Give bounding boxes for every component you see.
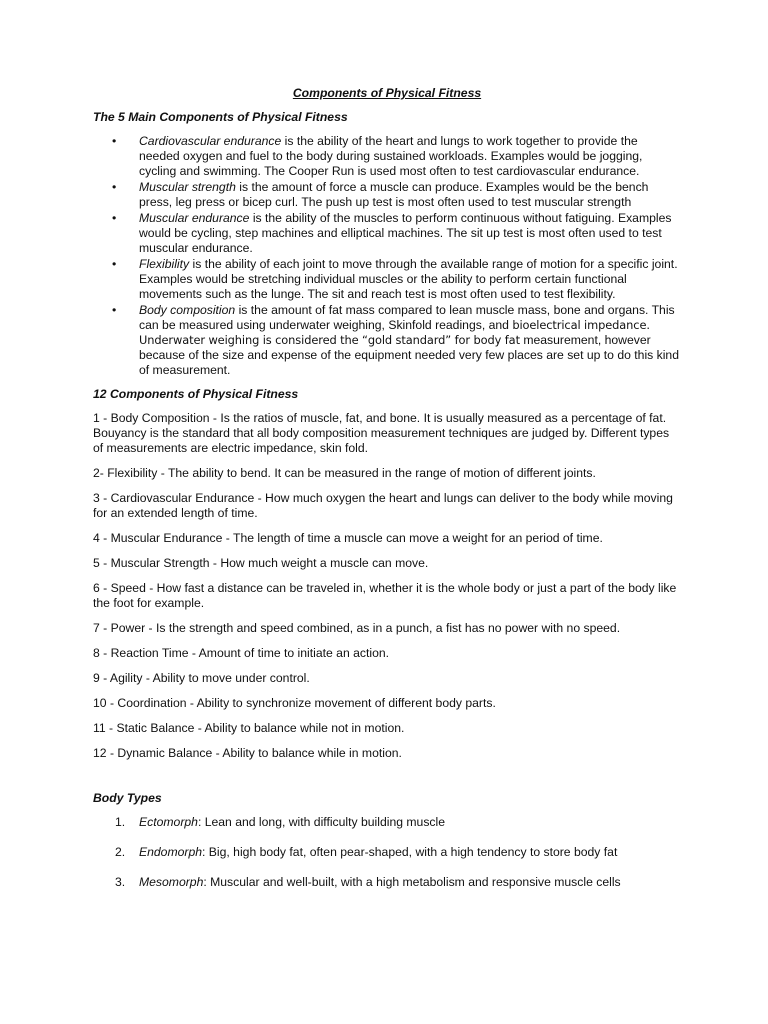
- term: Ectomorph: [139, 815, 198, 829]
- term: Muscular endurance: [139, 211, 250, 225]
- description: is the amount of fat mass compared to lean muscle mass, bone and organs. This can be measured using underwater weighing, Skinfold readings, and: [139, 303, 675, 332]
- twelve-components-list: [93, 411, 681, 761]
- bullet-icon: •: [112, 211, 117, 225]
- component-paragraph: 5 - Muscular Strength - How much weight a muscle can move.: [93, 556, 429, 570]
- document-page: [93, 86, 681, 905]
- term: Muscular strength: [139, 180, 236, 194]
- list-item: [93, 815, 681, 830]
- list-number: 3.: [115, 875, 126, 889]
- description: : Muscular and well-built, with a high metabolism and responsive muscle cells: [203, 875, 621, 889]
- term: Cardiovascular endurance: [139, 134, 282, 148]
- list-item: [93, 257, 681, 302]
- description-narrow: bioelectrical impedance. Underwater weighing is considered the “gold standard” for body fat: [139, 318, 650, 347]
- list-item: [93, 845, 681, 860]
- bullet-icon: •: [112, 303, 117, 317]
- description: is the ability of each joint to move through the available range of motion for a specific joint. Examples would be stretching individual muscles or the ability to perform certain functional movements such as the lunge. The sit and reach test is most often used to test flexibility.: [139, 257, 678, 301]
- bullet-icon: •: [112, 134, 117, 148]
- term: Mesomorph: [139, 875, 204, 889]
- term: Flexibility: [139, 257, 190, 271]
- list-item: [93, 875, 681, 890]
- component-paragraph: 8 - Reaction Time - Amount of time to initiate an action.: [93, 646, 390, 660]
- description: is the ability of the muscles to perform continuous without fatiguing. Examples would be cycling, step machines and elliptical machines. The sit up test is most often used to test muscular endurance.: [139, 211, 672, 255]
- component-paragraph: 1 - Body Composition - Is the ratios of muscle, fat, and bone. It is usually measured as a percentage of fat. Bouyancy is the standard that all body composition measurement techniques are judged by. Different types of measurements are electric impedance, skin fold.: [93, 411, 670, 455]
- description: : Big, high body fat, often pear-shaped, with a high tendency to store body fat: [202, 845, 618, 859]
- description-end: measurement, however because of the size and expense of the equipment needed very few places are set up to do this kind of measurement.: [139, 333, 679, 377]
- description: is the ability of the heart and lungs to work together to provide the needed oxygen and fuel to the body during sustained workloads. Examples would be jogging, cycling and swimming. The Cooper Run is used most often to test cardiovascular endurance.: [139, 134, 643, 178]
- term: Body composition: [139, 303, 236, 317]
- document-title: Components of Physical Fitness: [292, 86, 482, 100]
- component-paragraph: 6 - Speed - How fast a distance can be traveled in, whether it is the whole body or just a part of the body like the foot for example.: [93, 581, 677, 610]
- five-components-list: [93, 134, 681, 378]
- bullet-icon: •: [112, 180, 117, 194]
- list-item: [93, 303, 681, 378]
- list-item: [93, 134, 681, 179]
- spacer: [93, 771, 681, 791]
- description: is the amount of force a muscle can produce. Examples would be the bench press, leg press or bicep curl. The push up test is most often used to test muscular strength: [139, 180, 649, 209]
- description: : Lean and long, with difficulty building muscle: [197, 815, 445, 829]
- component-paragraph: 2- Flexibility - The ability to bend. It can be measured in the range of motion of different joints.: [93, 466, 596, 480]
- body-types-list: [93, 815, 681, 890]
- body-types-heading: Body Types: [93, 791, 162, 805]
- component-paragraph: 3 - Cardiovascular Endurance - How much oxygen the heart and lungs can deliver to the body while moving for an extended length of time.: [93, 491, 673, 520]
- bullet-icon: •: [112, 257, 117, 271]
- term: Endomorph: [139, 845, 203, 859]
- component-paragraph: 10 - Coordination - Ability to synchronize movement of different body parts.: [93, 696, 496, 710]
- list-number: 2.: [115, 845, 126, 859]
- component-paragraph: 11 - Static Balance - Ability to balance while not in motion.: [93, 721, 405, 735]
- twelve-components-heading: 12 Components of Physical Fitness: [93, 387, 299, 401]
- list-item: [93, 211, 681, 256]
- five-components-heading: The 5 Main Components of Physical Fitness: [93, 110, 348, 124]
- list-number: 1.: [115, 815, 126, 829]
- component-paragraph: 7 - Power - Is the strength and speed combined, as in a punch, a fist has no power with no speed.: [93, 621, 621, 635]
- component-paragraph: 12 - Dynamic Balance - Ability to balance while in motion.: [93, 746, 402, 760]
- list-item: [93, 180, 681, 210]
- component-paragraph: 9 - Agility - Ability to move under control.: [93, 671, 310, 685]
- component-paragraph: 4 - Muscular Endurance - The length of time a muscle can move a weight for an period of time.: [93, 531, 603, 545]
